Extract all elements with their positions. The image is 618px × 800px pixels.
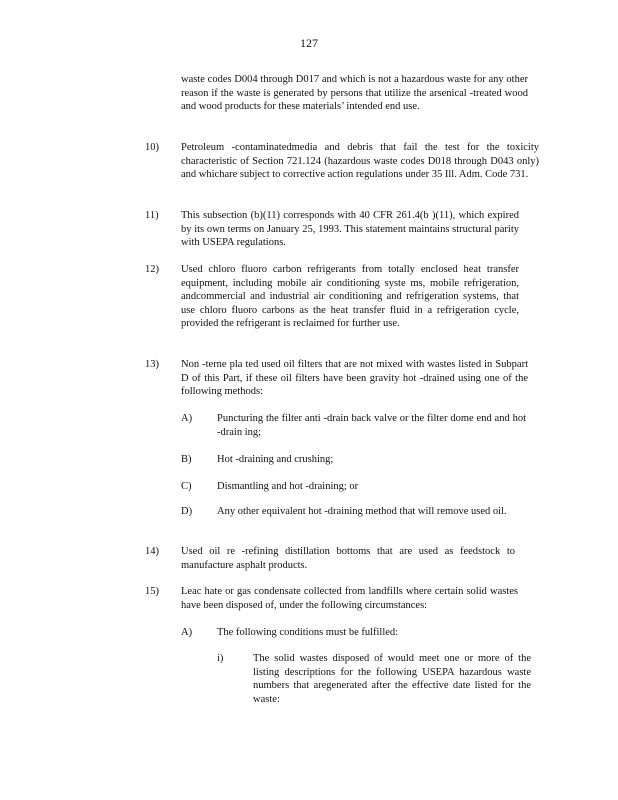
subitem-text-15-a-i: The solid wastes disposed of would meet one or more of the listing descriptions for the following USEPA hazardous waste numbers that aregenerated after the effective date listed for the waste: — [253, 653, 531, 705]
subitem-text-13-a: Puncturing the filter anti -drain back valve or the filter dome end and hot -drain ing; — [217, 413, 526, 438]
item-text-10: Petroleum -contaminatedmedia and debris that fail the test for the toxicity characteristic of Section 721.124 (hazardous waste codes D018 through D043 only) and whichare subject to corrective action regulations under 35 Ill. Adm. Code 731. — [181, 142, 539, 181]
item-number-10: 10) — [145, 142, 159, 153]
subitem-text-13-c: Dismantling and hot -draining; or — [217, 481, 359, 492]
item-number-15: 15) — [145, 586, 159, 597]
subitem-label-13-c: C) — [181, 481, 192, 492]
subitem-label-15-a-i: i) — [217, 653, 224, 664]
subitem-text-13-d: Any other equivalent hot -draining method that will remove used oil. — [217, 506, 507, 517]
subitem-text-13-b: Hot -draining and crushing; — [217, 454, 334, 465]
intro-paragraph: waste codes D004 through D017 and which is not a hazardous waste for any other reason if the waste is generated by persons that utilize the arsenical -treated wood and wood products for these materials’ intended end use. — [181, 74, 528, 113]
item-text-13: Non -terne pla ted used oil filters that are not mixed with wastes listed in Subpart D of this Part, if these oil filters have been gravity hot -drained using one of the following methods: — [181, 359, 528, 398]
item-number-12: 12) — [145, 264, 159, 275]
item-text-12: Used chloro fluoro carbon refrigerants from totally enclosed heat transfer equipment, including mobile air conditioning syste ms, mobile refrigeration, andcommercial and industrial air conditioning and refrigeration systems, that use chloro fluoro carbons as the heat transfer fluid in a refrigeration cycle, provided the refrigerant is reclaimed for further use. — [181, 264, 519, 330]
subitem-text-15-a: The following conditions must be fulfilled: — [217, 627, 399, 638]
item-text-11: This subsection (b)(11) corresponds with 40 CFR 261.4(b )(11), which expired by its own terms on January 25, 1993. This statement maintains structural parity with USEPA regulations. — [181, 210, 519, 249]
item-text-15: Leac hate or gas condensate collected from landfills where certain solid wastes have been disposed of, under the following circumstances: — [181, 586, 518, 611]
item-number-11: 11) — [145, 210, 159, 221]
subitem-label-13-a: A) — [181, 413, 193, 424]
subitem-label-13-b: B) — [181, 454, 192, 465]
subitem-label-13-d: D) — [181, 506, 193, 517]
page-number: 127 — [300, 36, 318, 50]
item-text-14: Used oil re -refining distillation bottoms that are used as feedstock to manufacture asphalt products. — [181, 546, 515, 571]
item-number-13: 13) — [145, 359, 159, 370]
item-number-14: 14) — [145, 546, 159, 557]
subitem-label-15-a: A) — [181, 627, 193, 638]
